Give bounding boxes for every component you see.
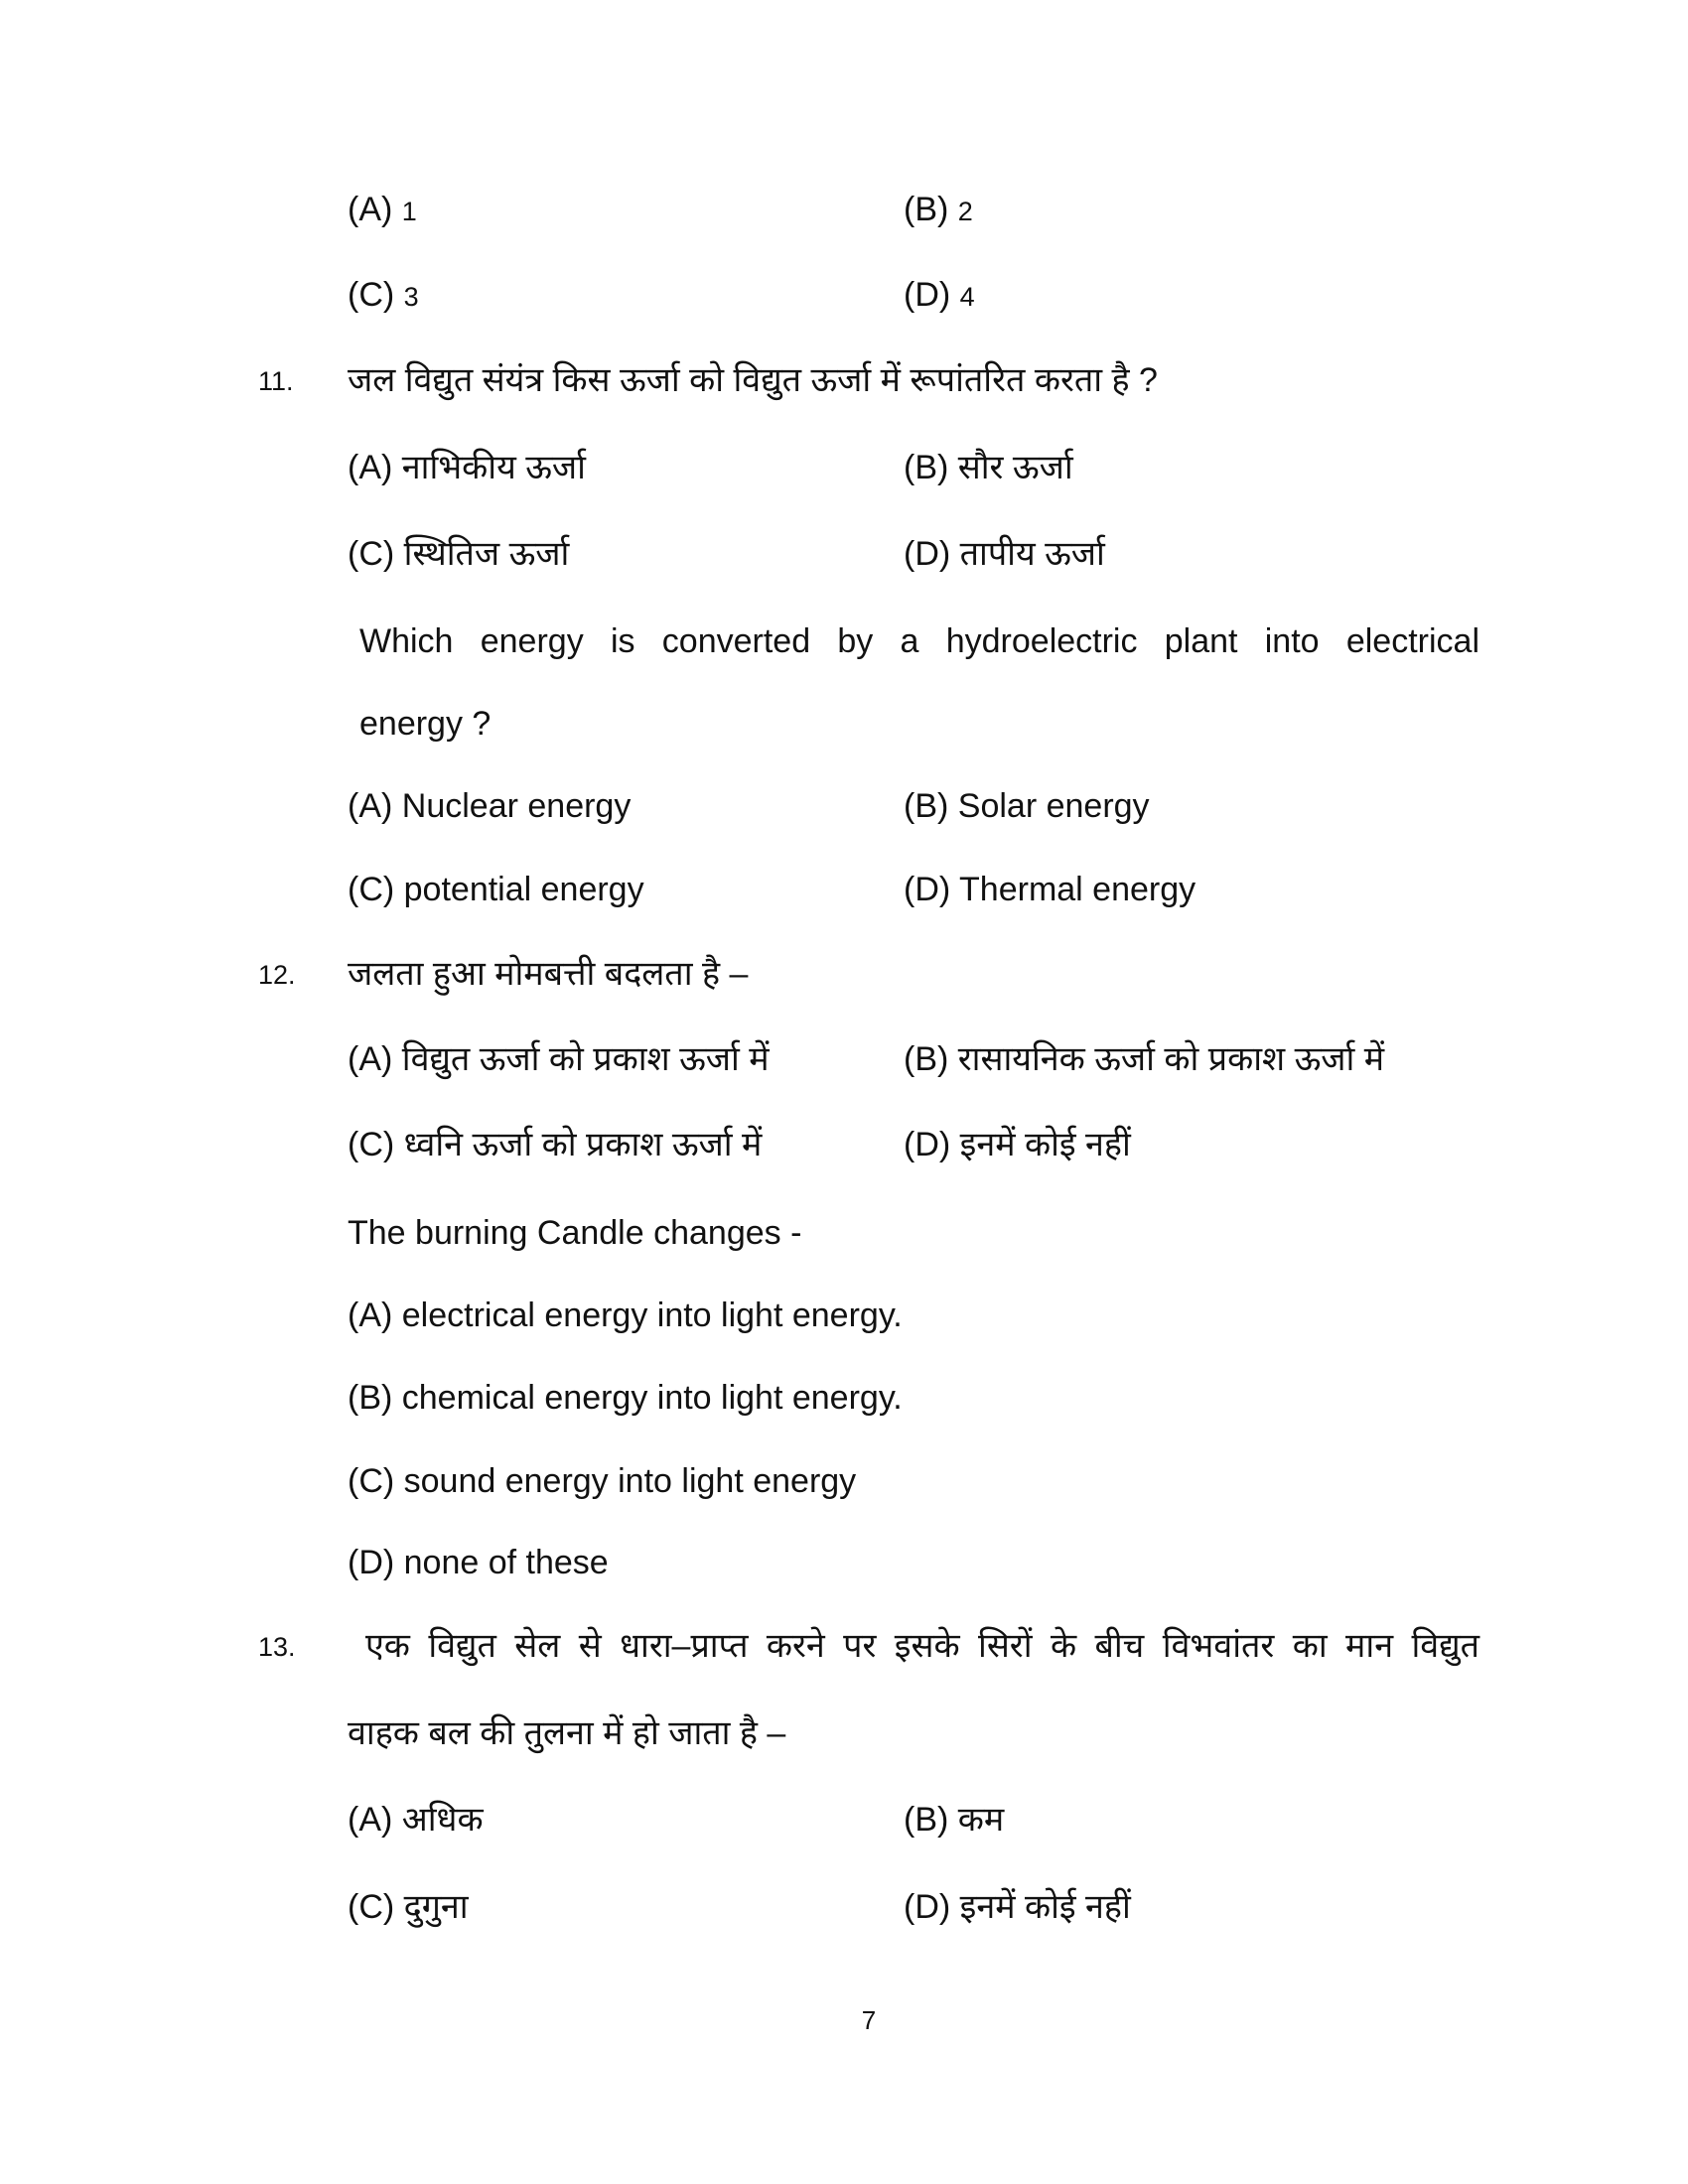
question-text-hindi: जल विद्युत संयंत्र किस ऊर्जा को विद्युत ऊर्जा में रूपांतरित करता है ?	[348, 361, 1158, 399]
option-text: 2	[957, 197, 973, 226]
question-text-english: The burning Candle changes -	[348, 1214, 802, 1252]
option-label: (A)	[348, 191, 393, 228]
option-a-hindi: (A) अधिक	[348, 1801, 484, 1839]
option-b-hindi: (B) सौर ऊर्जा	[904, 449, 1073, 486]
question-text-hindi: जलता हुआ मोमबत्ती बदलता है –	[348, 955, 749, 993]
question-number: 12.	[258, 960, 296, 990]
question-number: 13.	[258, 1632, 296, 1662]
option-a-hindi: (A) नाभिकीय ऊर्जा	[348, 449, 586, 486]
option-c-english: (C) sound energy into light energy	[348, 1462, 857, 1500]
option-label: (D)	[904, 276, 951, 314]
q10-option-d	[904, 275, 975, 317]
option-d-english: (D) Thermal energy	[904, 871, 1196, 908]
option-text: 1	[401, 197, 417, 226]
option-label: (C)	[348, 276, 395, 314]
q10-option-c	[348, 275, 419, 317]
option-c-hindi: (C) ध्वनि ऊर्जा को प्रकाश ऊर्जा में	[348, 1126, 763, 1163]
option-d-hindi: (D) तापीय ऊर्जा	[904, 535, 1105, 573]
option-text: 4	[959, 282, 975, 312]
option-b-english: (B) chemical energy into light energy.	[348, 1379, 903, 1417]
question-text-english-cont: energy ?	[359, 705, 492, 743]
option-a-english: (A) Nuclear energy	[348, 787, 632, 825]
option-label: (B)	[904, 191, 949, 228]
option-c-english: (C) potential energy	[348, 871, 644, 908]
question-text-english: Which energy is converted by a hydroelectric plant into electrical	[359, 622, 1479, 660]
page-number: 7	[861, 2005, 877, 2035]
option-a-hindi: (A) विद्युत ऊर्जा को प्रकाश ऊर्जा में	[348, 1040, 770, 1078]
question-text-hindi: एक विद्युत सेल से धारा–प्राप्त करने पर इसके सिरों के बीच विभवांतर का मान विद्युत	[365, 1627, 1479, 1665]
option-d-english: (D) none of these	[348, 1544, 609, 1581]
option-d-hindi: (D) इनमें कोई नहीं	[904, 1126, 1131, 1163]
option-b-hindi: (B) रासायनिक ऊर्जा को प्रकाश ऊर्जा में	[904, 1040, 1385, 1078]
option-b-hindi: (B) कम	[904, 1801, 1005, 1839]
option-c-hindi: (C) स्थितिज ऊर्जा	[348, 535, 570, 573]
option-a-english: (A) electrical energy into light energy.	[348, 1297, 903, 1334]
question-text-hindi-cont: वाहक बल की तुलना में हो जाता है –	[348, 1714, 786, 1752]
option-b-english: (B) Solar energy	[904, 787, 1150, 825]
option-d-hindi: (D) इनमें कोई नहीं	[904, 1888, 1131, 1926]
q10-option-b	[904, 190, 973, 231]
question-number: 11.	[258, 366, 294, 396]
option-c-hindi: (C) दुगुना	[348, 1888, 469, 1926]
option-text: 3	[403, 282, 419, 312]
q10-option-a	[348, 190, 417, 231]
